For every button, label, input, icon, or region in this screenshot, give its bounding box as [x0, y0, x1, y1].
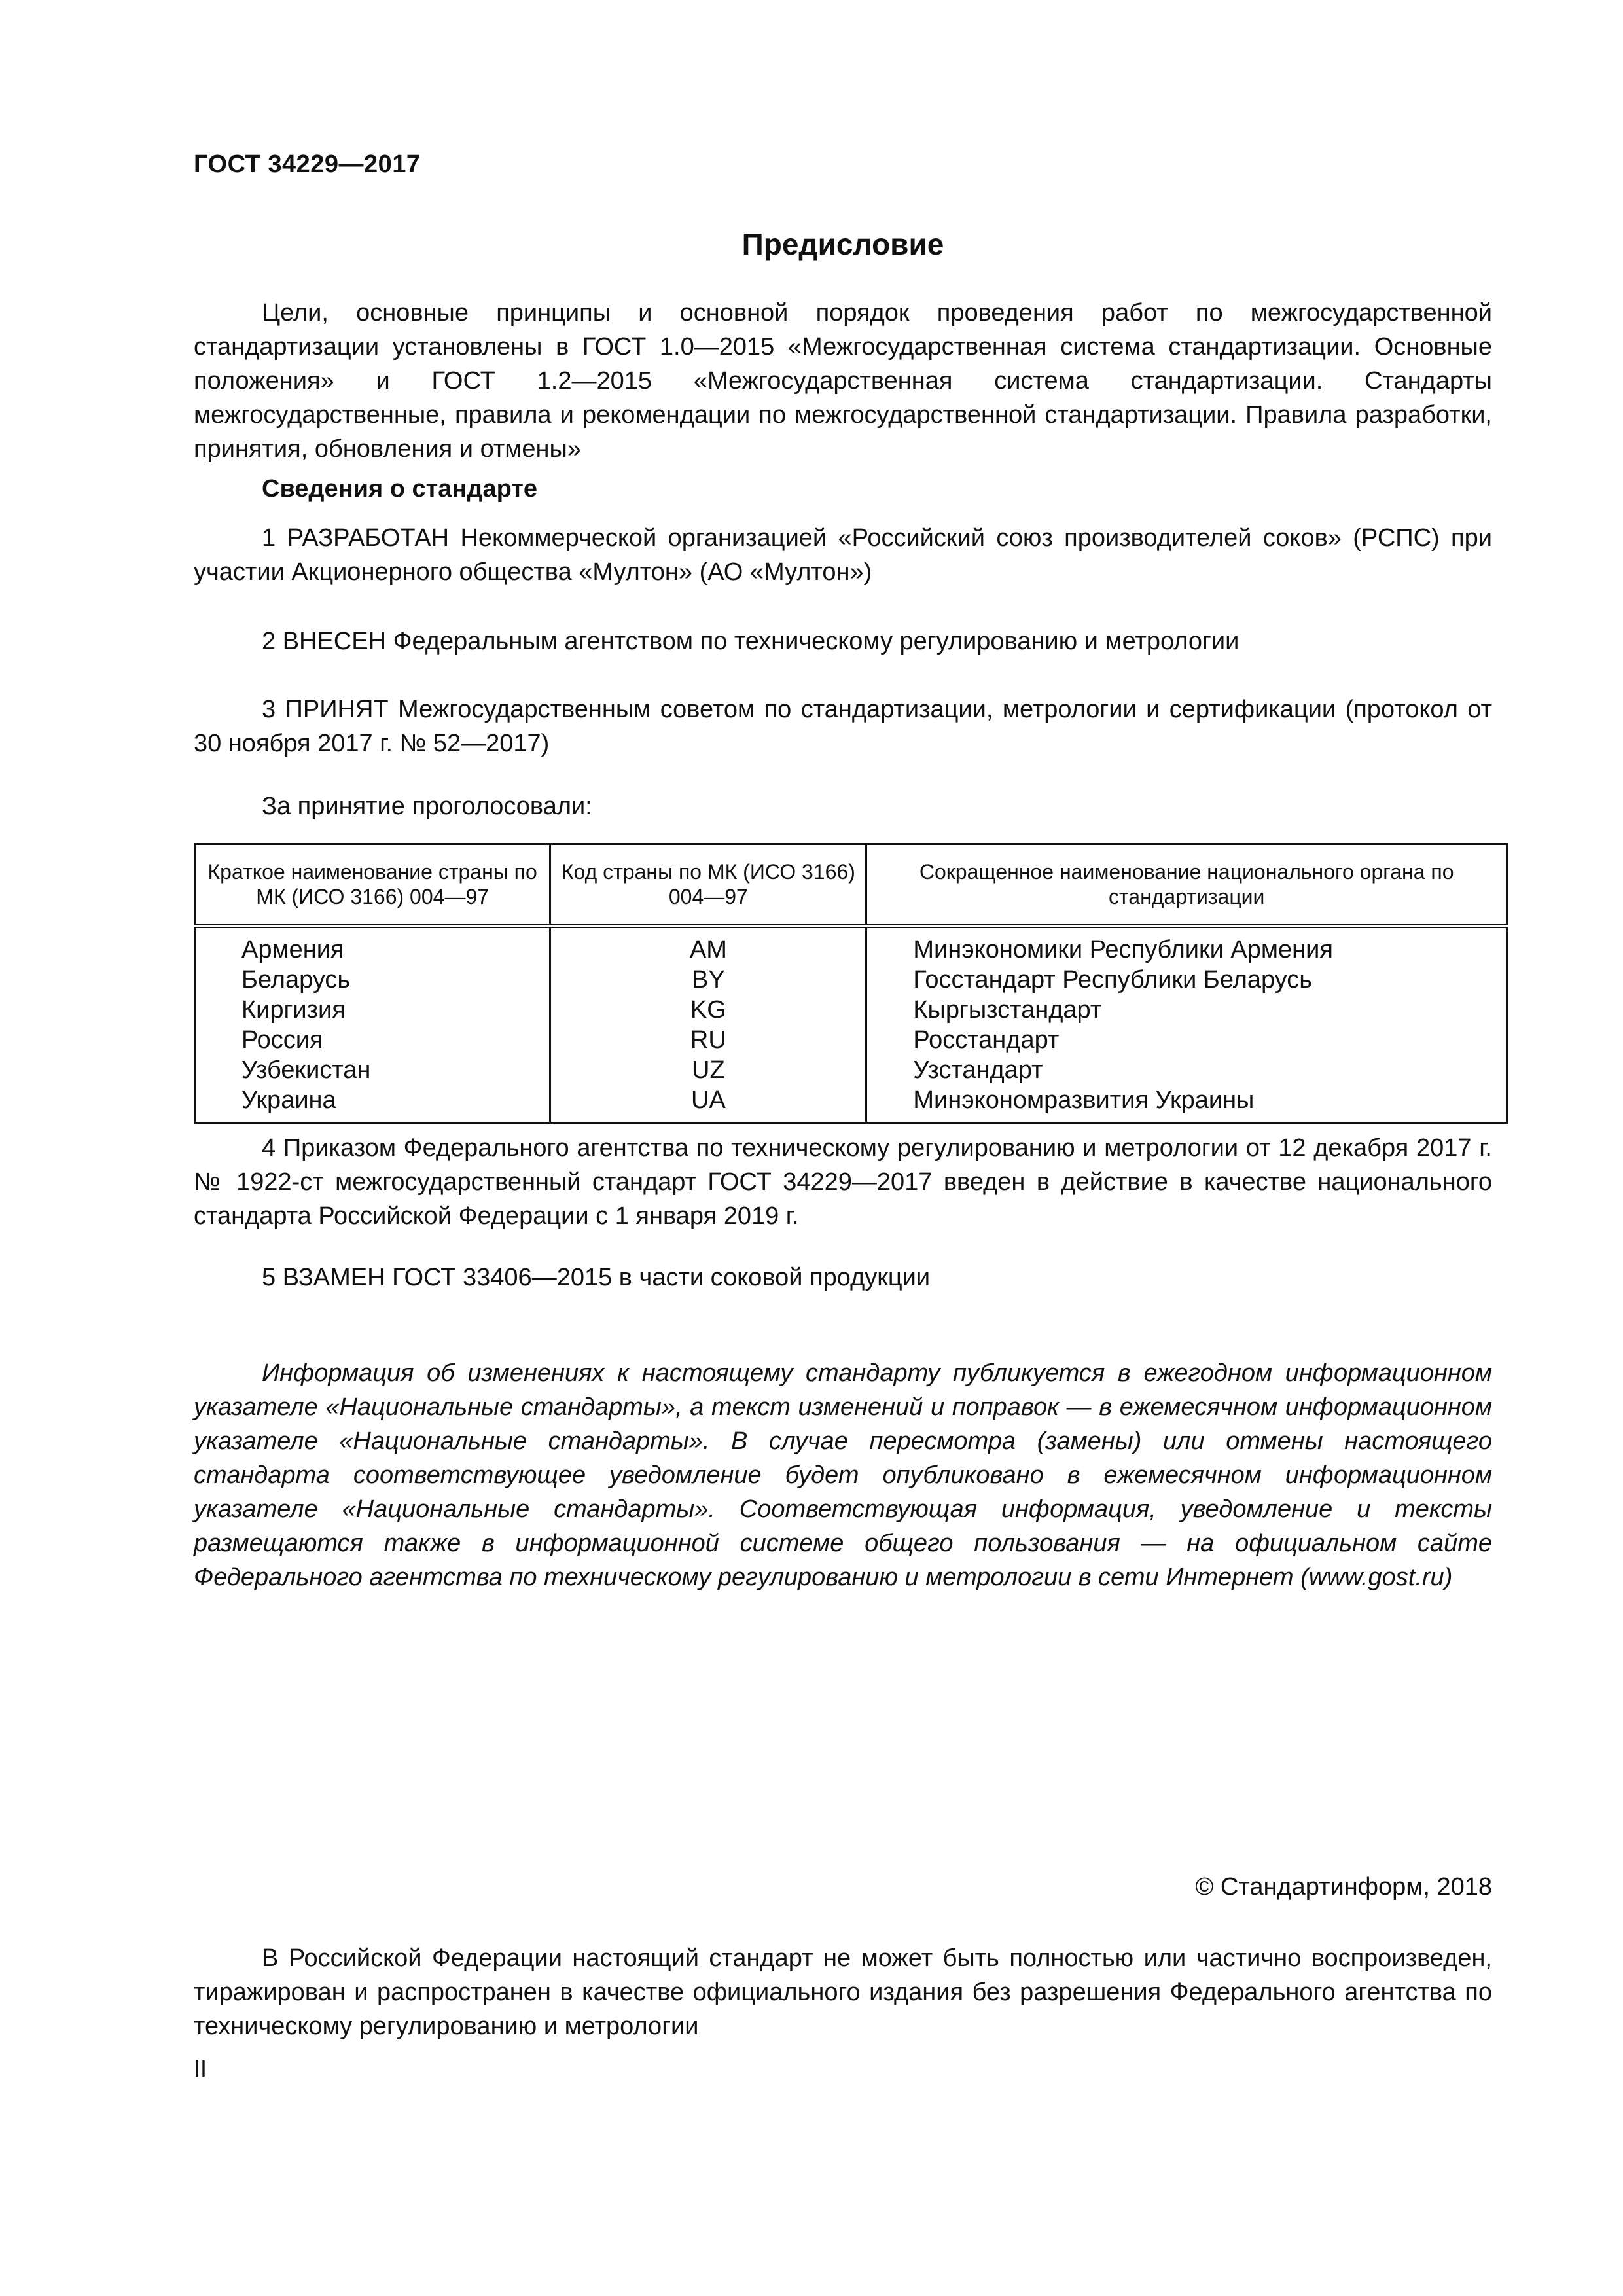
item-2: 2 ВНЕСЕН Федеральным агентством по техническому регулированию и метрологии — [262, 628, 1240, 655]
document-page — [194, 0, 1492, 2296]
amendments-notice: Информация об изменениях к настоящему стандарту публикуется в ежегодном информационном указателе «Национальные стандарты», а текст изменений и поправок — в ежемесячном информационном указателе «Национальные стандарты». В случае пересмотра (замены) или отмены настоящего стандарта соответствующее уведомление будет опубликовано в ежемесячном информационном указателе «Национальные стандарты». Соответствующая информация, уведомление и тексты размещаются также в информационной системе общего пользования — на официальном сайте Федерального агентства по техническому регулированию и метрологии в сети Интернет (www.gost.ru) — [194, 1359, 1492, 1591]
country-name: Узбекистан — [195, 1055, 550, 1085]
header-country-name: Краткое наименование страны по МК (ИСО 3166) 004—97 — [195, 844, 550, 926]
country-code: KG — [550, 995, 866, 1025]
page-number: II — [194, 2055, 207, 2082]
country-name: Россия — [195, 1025, 550, 1055]
rights-notice: В Российской Федерации настоящий стандарт не может быть полностью или частично воспроизведен, тиражирован и распространен в качестве официального издания без разрешения Федерального агентства по техническому регулированию и метрологии — [194, 1945, 1492, 2040]
header-national-body: Сокращенное наименование национального органа по стандартизации — [866, 844, 1507, 926]
national-body: Росстандарт — [866, 1025, 1507, 1055]
country-name: Беларусь — [195, 965, 550, 995]
info-heading: Сведения о стандарте — [262, 475, 538, 503]
country-code: UA — [550, 1085, 866, 1123]
table-row — [195, 965, 1507, 995]
table-row — [195, 1085, 1507, 1123]
country-name: Украина — [195, 1085, 550, 1123]
item-1: 1 РАЗРАБОТАН Некоммерческой организацией «Российский союз производителей соков» (РСПС) при участии Акционерного общества «Мултон» (АО «Мултон») — [194, 524, 1492, 586]
table-row — [195, 1055, 1507, 1085]
copyright: © Стандартинформ, 2018 — [1195, 1873, 1492, 1901]
national-body: Минэкономики Республики Армения — [866, 926, 1507, 965]
country-code: BY — [550, 965, 866, 995]
country-name: Киргизия — [195, 995, 550, 1025]
item-3: 3 ПРИНЯТ Межгосударственным советом по стандартизации, метрологии и сертификации (протокол от 30 ноября 2017 г. № 52—2017) — [194, 696, 1492, 757]
voting-table — [194, 843, 1508, 1124]
country-name: Армения — [195, 926, 550, 965]
country-code: UZ — [550, 1055, 866, 1085]
table-header-row — [195, 844, 1507, 926]
intro-paragraph: Цели, основные принципы и основной порядок проведения работ по межгосударственной стандартизации установлены в ГОСТ 1.0—2015 «Межгосударственная система стандартизации. Основные положения» и ГОСТ 1.2—2015 «Межгосударственная система стандартизации. Стандарты межгосударственные, правила и рекомендации по межгосударственной стандартизации. Правила разработки, принятия, обновления и отмены» — [194, 299, 1492, 463]
country-code: RU — [550, 1025, 866, 1055]
page-title: Предисловие — [741, 227, 944, 261]
national-body: Узстандарт — [866, 1055, 1507, 1085]
vote-intro: За принятие проголосовали: — [262, 793, 592, 820]
national-body: Минэкономразвития Украины — [866, 1085, 1507, 1123]
header-country-code: Код страны по МК (ИСО 3166) 004—97 — [550, 844, 866, 926]
national-body: Госстандарт Республики Беларусь — [866, 965, 1507, 995]
table-row — [195, 1025, 1507, 1055]
table-row — [195, 926, 1507, 965]
item-4: 4 Приказом Федерального агентства по техническому регулированию и метрологии от 12 декабря 2017 г. № 1922-ст межгосударственный стандарт ГОСТ 34229—2017 введен в действие в качестве национального стандарта Российской Федерации с 1 января 2019 г. — [194, 1134, 1492, 1230]
national-body: Кыргызстандарт — [866, 995, 1507, 1025]
country-code: AM — [550, 926, 866, 965]
doc-code-header: ГОСТ 34229—2017 — [194, 151, 421, 178]
item-5: 5 ВЗАМЕН ГОСТ 33406—2015 в части соковой продукции — [262, 1264, 931, 1291]
table-row — [195, 995, 1507, 1025]
